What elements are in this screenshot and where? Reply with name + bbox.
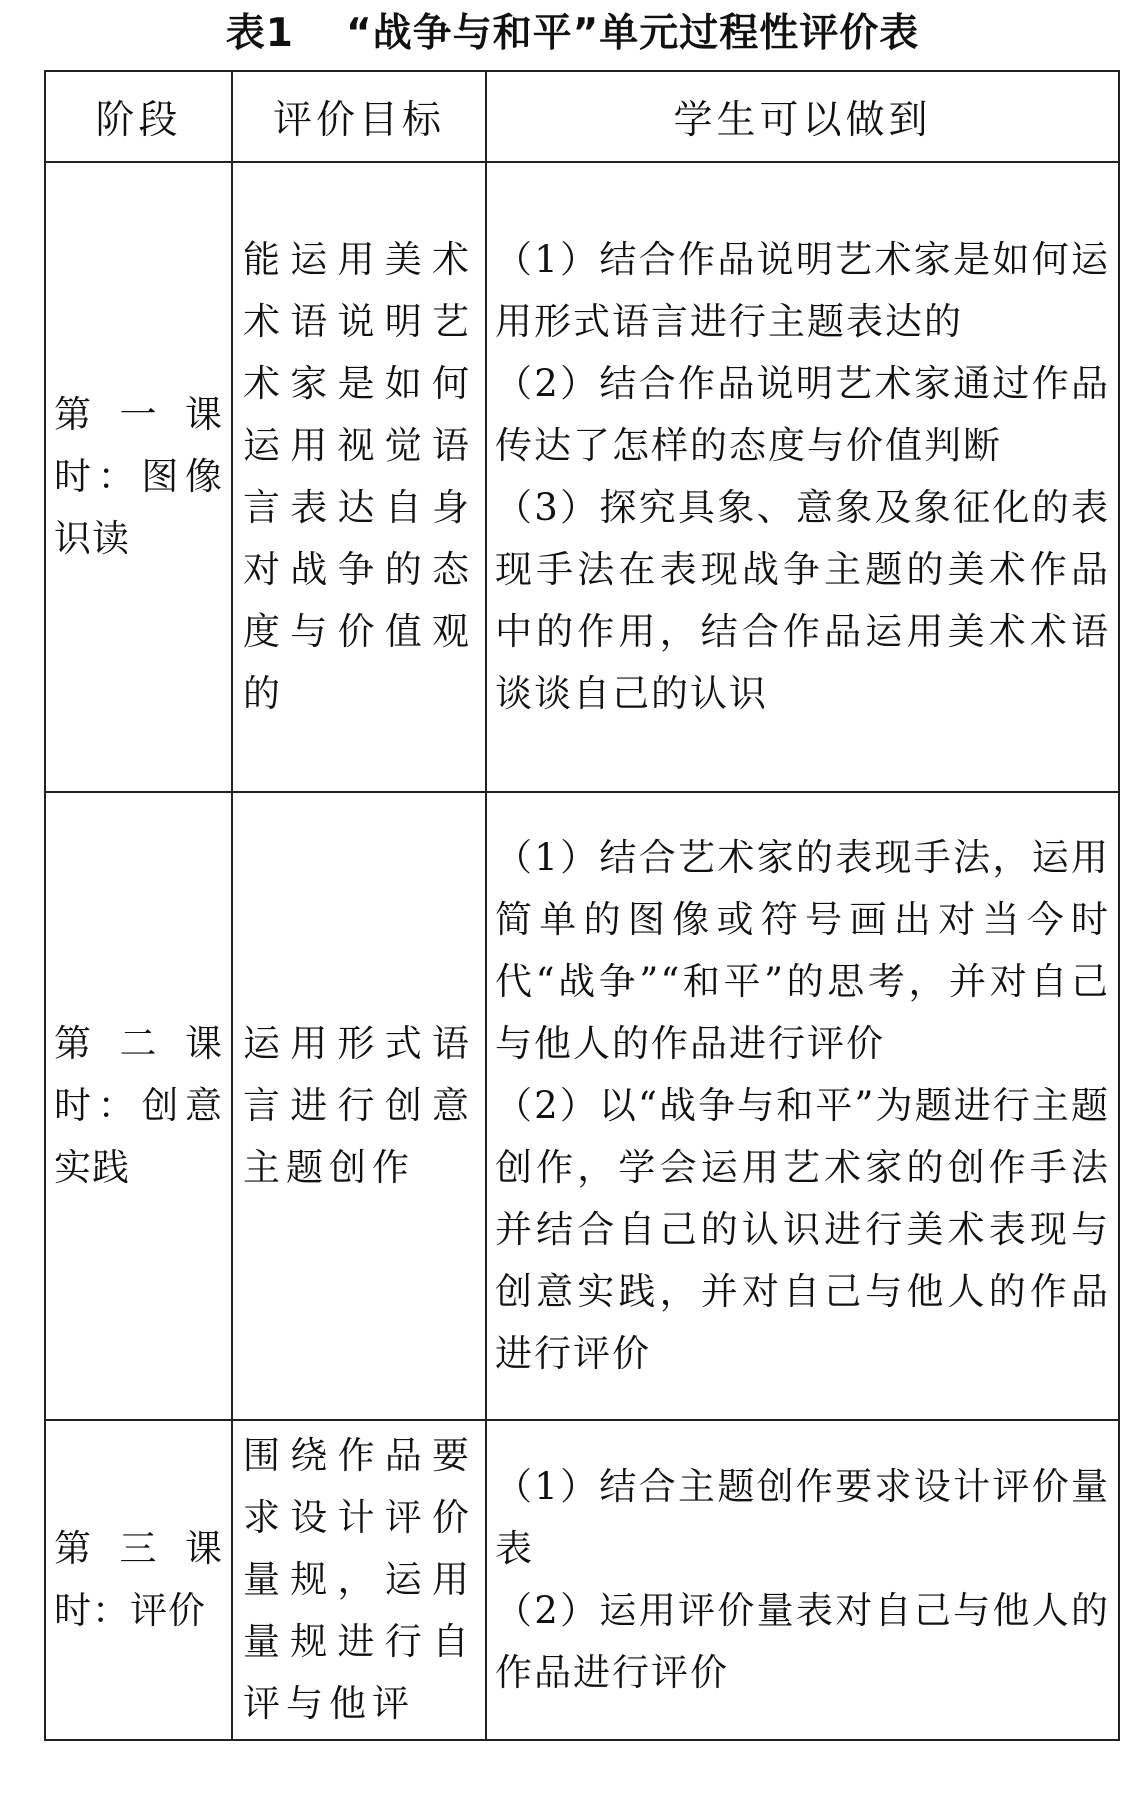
table-number: 表1 xyxy=(225,11,294,56)
stage-text: 第一课时：图像识读 xyxy=(54,393,223,560)
table-row xyxy=(45,792,1119,1420)
header-stage: 阶段 xyxy=(45,71,232,162)
header-achieve: 学生可以做到 xyxy=(486,71,1119,162)
goal-text: 运用形式语言进行创意主题创作 xyxy=(243,1022,475,1189)
achieve-item: （1）结合艺术家的表现手法，运用简单的图像或符号画出对当今时代“战争”“和平”的思考，并对自己与他人的作品进行评价 xyxy=(495,836,1110,1065)
stage-cell xyxy=(45,792,232,1420)
achieve-list xyxy=(487,821,1118,1391)
achieve-cell xyxy=(486,1420,1119,1740)
achieve-cell xyxy=(486,792,1119,1420)
achieve-item: （2）结合作品说明艺术家通过作品传达了怎样的态度与价值判断 xyxy=(495,362,1110,467)
stage-text: 第二课时：创意实践 xyxy=(54,1022,223,1189)
achieve-list xyxy=(487,223,1118,731)
goal-cell xyxy=(232,1420,486,1740)
table-row xyxy=(45,1420,1119,1740)
stage-text: 第三课时：评价 xyxy=(54,1527,223,1632)
table-row xyxy=(45,162,1119,792)
table-caption xyxy=(0,6,1145,62)
achieve-item: （3）探究具象、意象及象征化的表现手法在表现战争主题的美术作品中的作用，结合作品运用美术术语谈谈自己的认识 xyxy=(495,486,1110,715)
achieve-item: （2）运用评价量表对自己与他人的作品进行评价 xyxy=(495,1589,1110,1694)
goal-cell xyxy=(232,792,486,1420)
achieve-item: （2）以“战争与和平”为题进行主题创作，学会运用艺术家的创作手法并结合自己的认识进行美术表现与创意实践，并对自己与他人的作品进行评价 xyxy=(495,1084,1110,1375)
evaluation-table xyxy=(44,70,1120,1741)
header-goal: 评价目标 xyxy=(232,71,486,162)
stage-cell xyxy=(45,162,232,792)
achieve-cell xyxy=(486,162,1119,792)
achieve-item: （1）结合主题创作要求设计评价量表 xyxy=(495,1465,1110,1570)
goal-text: 能运用美术术语说明艺术家是如何运用视觉语言表达自身对战争的态度与价值观的 xyxy=(243,238,475,715)
goal-cell xyxy=(232,162,486,792)
header-row xyxy=(45,71,1119,162)
stage-cell xyxy=(45,1420,232,1740)
achieve-item: （1）结合作品说明艺术家是如何运用形式语言进行主题表达的 xyxy=(495,238,1110,343)
achieve-list xyxy=(487,1450,1118,1710)
goal-text: 围绕作品要求设计评价量规，运用量规进行自评与他评 xyxy=(243,1434,475,1725)
table-title: “战争与和平”单元过程性评价表 xyxy=(345,11,920,56)
